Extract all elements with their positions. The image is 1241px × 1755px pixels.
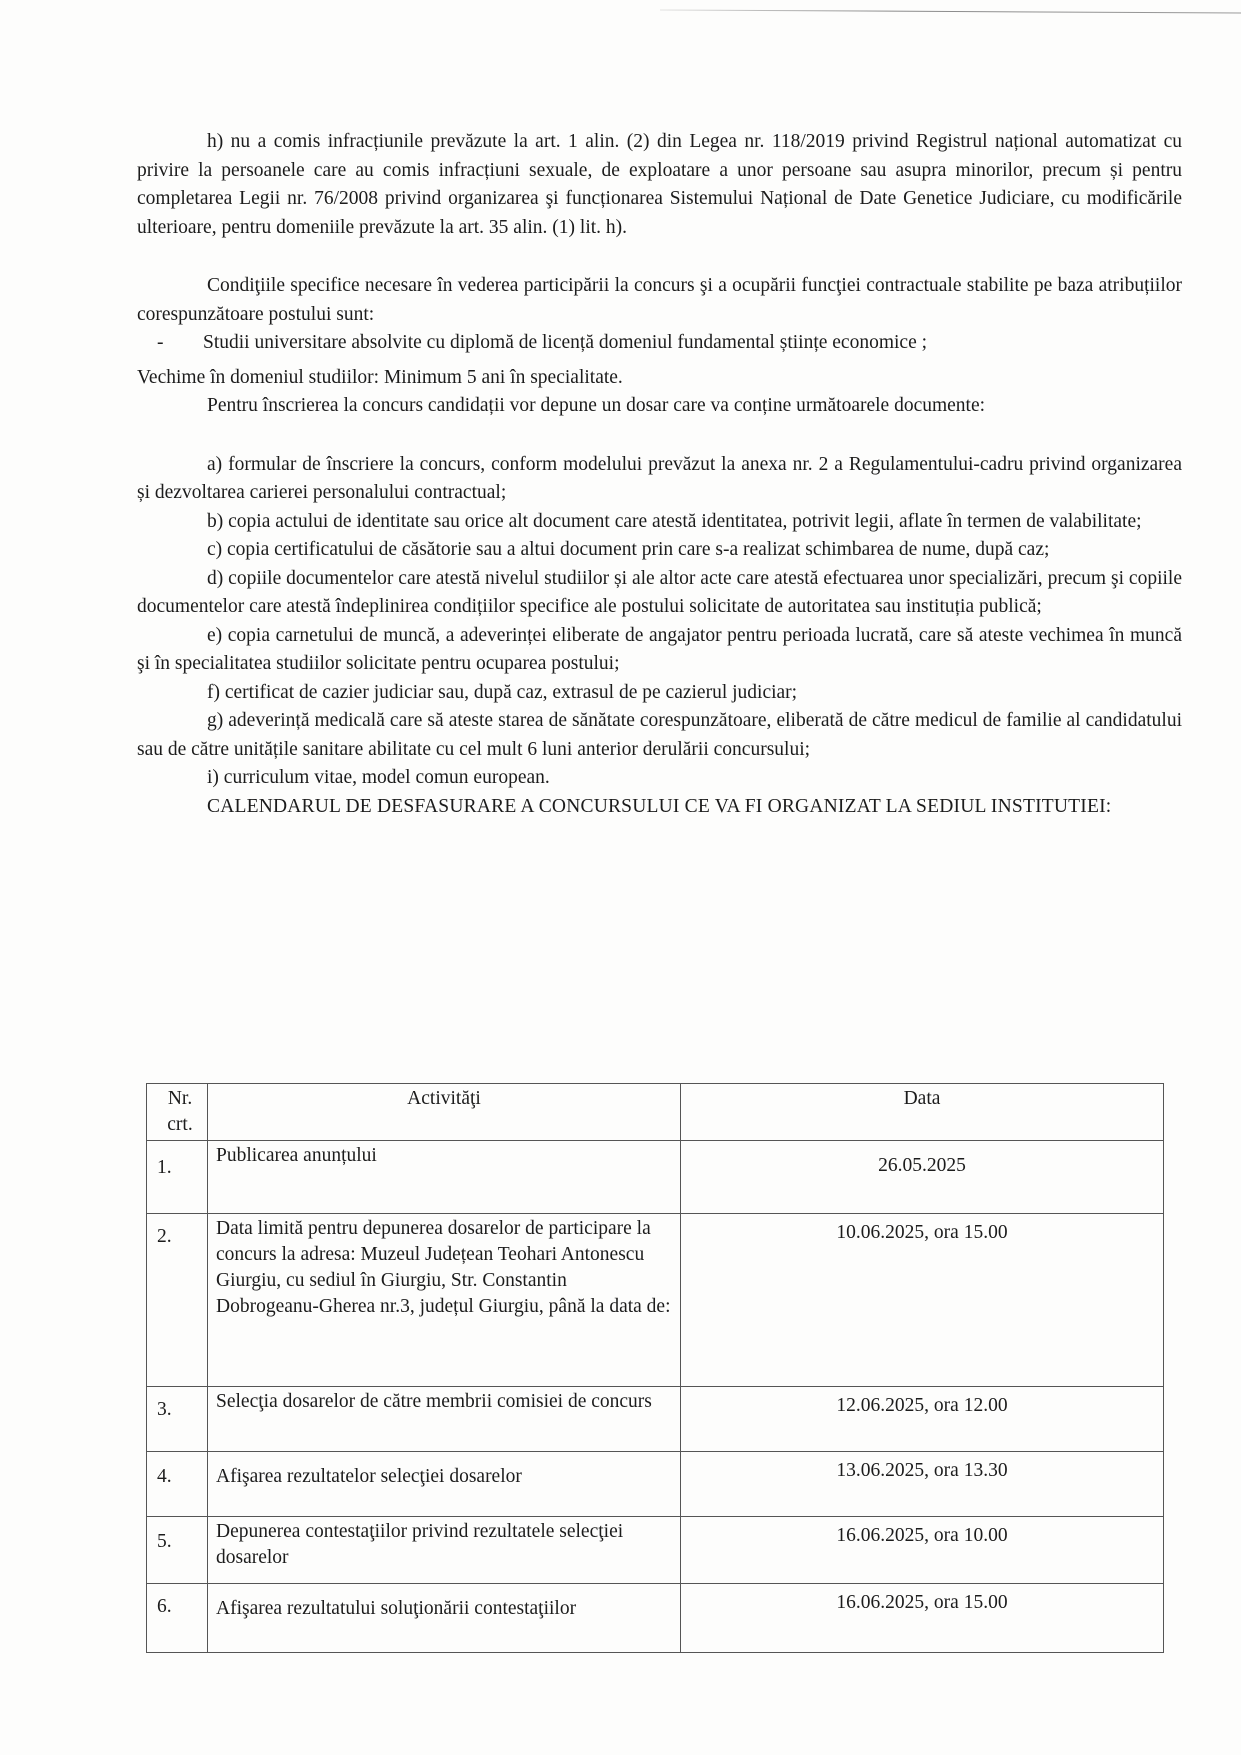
row-date: 16.06.2025, ora 10.00 [681,1517,1164,1584]
specific-conditions-intro: Condiţiile specifice necesare în vederea participării la concurs şi a ocupării funcţiei contractuale stabilite pe baza atribuțiilor corespunzătoare postului sunt: [137,275,1182,325]
document-item-e: e) copia carnetului de muncă, a adeverinței eliberate de angajator pentru perioada lucrată, care să ateste vechimea în muncă şi în specialitatea studiilor solicitate pentru ocuparea postului; [137,624,1182,674]
row-number: 1. [147,1141,208,1214]
header-nr: Nr. crt. [147,1084,208,1141]
document-item-b: b) copia actului de identitate sau orice alt document care atestă identitatea, potrivit legii, aflate în termen de valabilitate; [207,510,1142,532]
document-item-d: d) copiile documentelor care atestă nivelul studiilor și ale altor acte care atestă efectuarea unor specializări, precum şi copiile documentelor care atestă îndeplinirea condițiilor specifice ale postului solicitate de autoritatea sau instituția publică; [137,567,1182,617]
row-activity: Afişarea rezultatelor selecţiei dosarelor [208,1452,681,1517]
dossier-intro: Pentru înscrierea la concurs candidații vor depune un dosar care va conține următoarele documente: [207,395,986,416]
scan-artifact-line [660,9,1241,13]
document-item-f: f) certificat de cazier judiciar sau, după caz, extrasul de pe cazierul judiciar; [207,681,798,703]
document-item-g: g) adeverință medicală care să ateste starea de sănătate corespunzătoare, eliberată de către medicul de familie al candidatului sau de către unitățile sanitare abilitate cu cel mult 6 luni anterior derulării concursului; [137,710,1182,760]
row-date: 16.06.2025, ora 15.00 [681,1584,1164,1653]
row-number: 5. [147,1517,208,1584]
row-number: 4. [147,1452,208,1517]
row-date: 26.05.2025 [681,1141,1164,1214]
calendar-title: CALENDARUL DE DESFASURARE A CONCURSULUI CE VA FI ORGANIZAT LA SEDIUL INSTITUTIEI: [207,795,1112,817]
table-header-row [147,1084,1164,1141]
table-row [147,1141,1164,1214]
seniority-requirement: Vechime în domeniul studiilor: Minimum 5 ani în specialitate. [137,366,623,388]
condition-text: Studii universitare absolvite cu diplomă de licență domeniul fundamental științe economice ; [203,332,928,353]
row-date: 12.06.2025, ora 12.00 [681,1387,1164,1452]
row-activity: Publicarea anunțului [208,1141,681,1214]
header-activity: Activităţi [208,1084,681,1141]
document-item-a: a) formular de înscriere la concurs, conform modelului prevăzut la anexa nr. 2 a Regulamentului-cadru privind organizarea și dezvoltarea carierei personalului contractual; [137,453,1182,503]
table-row [147,1584,1164,1653]
table-row [147,1452,1164,1517]
table-row [147,1387,1164,1452]
row-activity: Data limită pentru depunerea dosarelor de participare la concurs la adresa: Muzeul Județean Teohari Antonescu Giurgiu, cu sediul în Giurgiu, Str. Constantin Dobrogeanu-Gherea nr.3, județul Giurgiu, până la data de: [208,1214,681,1387]
row-activity: Afişarea rezultatului soluţionării contestaţiilor [208,1584,681,1653]
paragraph-condition-h: h) nu a comis infracțiunile prevăzute la art. 1 alin. (2) din Legea nr. 118/2019 privind Registrul național automatizat cu privire la persoanele care au comis infracțiuni sexuale, de exploatare a unor persoane sau asupra minorilor, precum și pentru completarea Legii nr. 76/2008 privind organizarea şi funcționarea Sistemului Național de Date Genetice Judiciare, cu modificările ulterioare, pentru domeniile prevăzute la art. 35 alin. (1) lit. h). [137,131,1182,238]
row-activity: Selecţia dosarelor de către membrii comisiei de concurs [208,1387,681,1452]
row-date: 10.06.2025, ora 15.00 [681,1214,1164,1387]
condition-item [137,329,1182,358]
calendar-table [146,1083,1164,1653]
header-date: Data [681,1084,1164,1141]
row-number: 3. [147,1387,208,1452]
table-row [147,1517,1164,1584]
document-item-i: i) curriculum vitae, model comun european. [207,767,550,788]
row-date: 13.06.2025, ora 13.30 [681,1452,1164,1517]
row-number: 6. [147,1584,208,1653]
table-row [147,1214,1164,1387]
row-activity: Depunerea contestaţiilor privind rezultatele selecţiei dosarelor [208,1517,681,1584]
dash-bullet: - [157,332,164,353]
document-body [137,128,1182,821]
row-number: 2. [147,1214,208,1387]
document-item-c: c) copia certificatului de căsătorie sau a altui document prin care s-a realizat schimbarea de nume, după caz; [207,539,1050,560]
